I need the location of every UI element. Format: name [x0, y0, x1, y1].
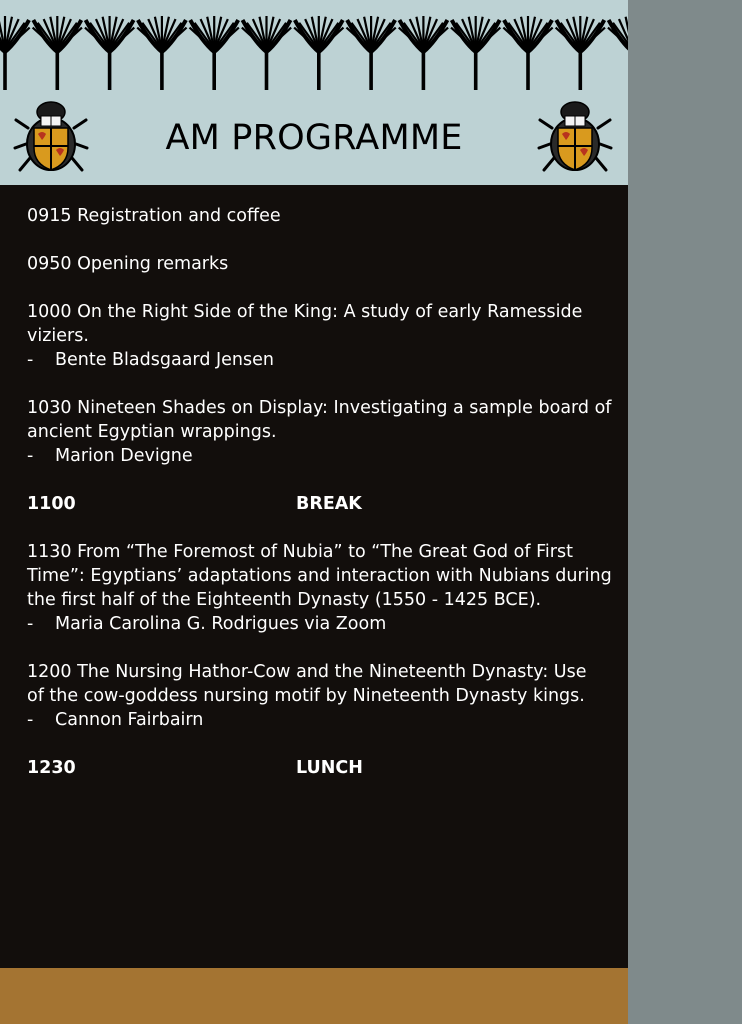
break-time: 1230	[27, 758, 76, 778]
entry-line: 0950 Opening remarks	[27, 254, 229, 274]
entry-speaker	[27, 612, 622, 636]
programme-break	[27, 756, 622, 780]
poster-header	[0, 0, 628, 185]
entry-line: the first half of the Eighteenth Dynasty (1550 - 1425 BCE).	[27, 590, 542, 610]
entry-speaker	[27, 708, 622, 732]
speaker-dash: -	[27, 614, 34, 634]
side-panel	[628, 0, 742, 1024]
entry-line: Time”: Egyptians’ adaptations and interaction with Nubians during	[27, 566, 612, 586]
entry-line: 1000 On the Right Side of the King: A study of early Ramesside	[27, 302, 583, 322]
break-label: LUNCH	[296, 758, 363, 778]
entry-speaker	[27, 348, 622, 372]
entry-line: 0915 Registration and coffee	[27, 206, 281, 226]
speaker-name: Cannon Fairbairn	[55, 710, 204, 730]
programme-break	[27, 492, 622, 516]
entry-line: of the cow-goddess nursing motif by Nineteenth Dynasty kings.	[27, 686, 585, 706]
programme-entry	[27, 540, 622, 636]
lotus-frieze-icon	[0, 0, 628, 95]
programme-entry	[27, 204, 622, 228]
speaker-name: Maria Carolina G. Rodrigues via Zoom	[55, 614, 387, 634]
entry-line: 1030 Nineteen Shades on Display: Investigating a sample board of	[27, 398, 612, 418]
speaker-dash: -	[27, 446, 34, 466]
speaker-dash: -	[27, 710, 34, 730]
speaker-name: Bente Bladsgaard Jensen	[55, 350, 274, 370]
footer-band	[0, 968, 628, 1024]
programme-entry	[27, 396, 622, 468]
programme-entry	[27, 660, 622, 732]
break-time: 1100	[27, 494, 76, 514]
page-title: AM PROGRAMME	[165, 118, 463, 158]
break-label: BREAK	[296, 494, 362, 514]
programme-entry	[27, 300, 622, 372]
entry-line: viziers.	[27, 326, 89, 346]
entry-line: 1130 From “The Foremost of Nubia” to “The Great God of First	[27, 542, 573, 562]
programme-entry	[27, 252, 622, 276]
entry-line: 1200 The Nursing Hathor-Cow and the Nineteenth Dynasty: Use	[27, 662, 587, 682]
speaker-name: Marion Devigne	[55, 446, 193, 466]
entry-line: ancient Egyptian wrappings.	[27, 422, 277, 442]
entry-speaker	[27, 444, 622, 468]
programme-list	[27, 204, 622, 804]
speaker-dash: -	[27, 350, 34, 370]
